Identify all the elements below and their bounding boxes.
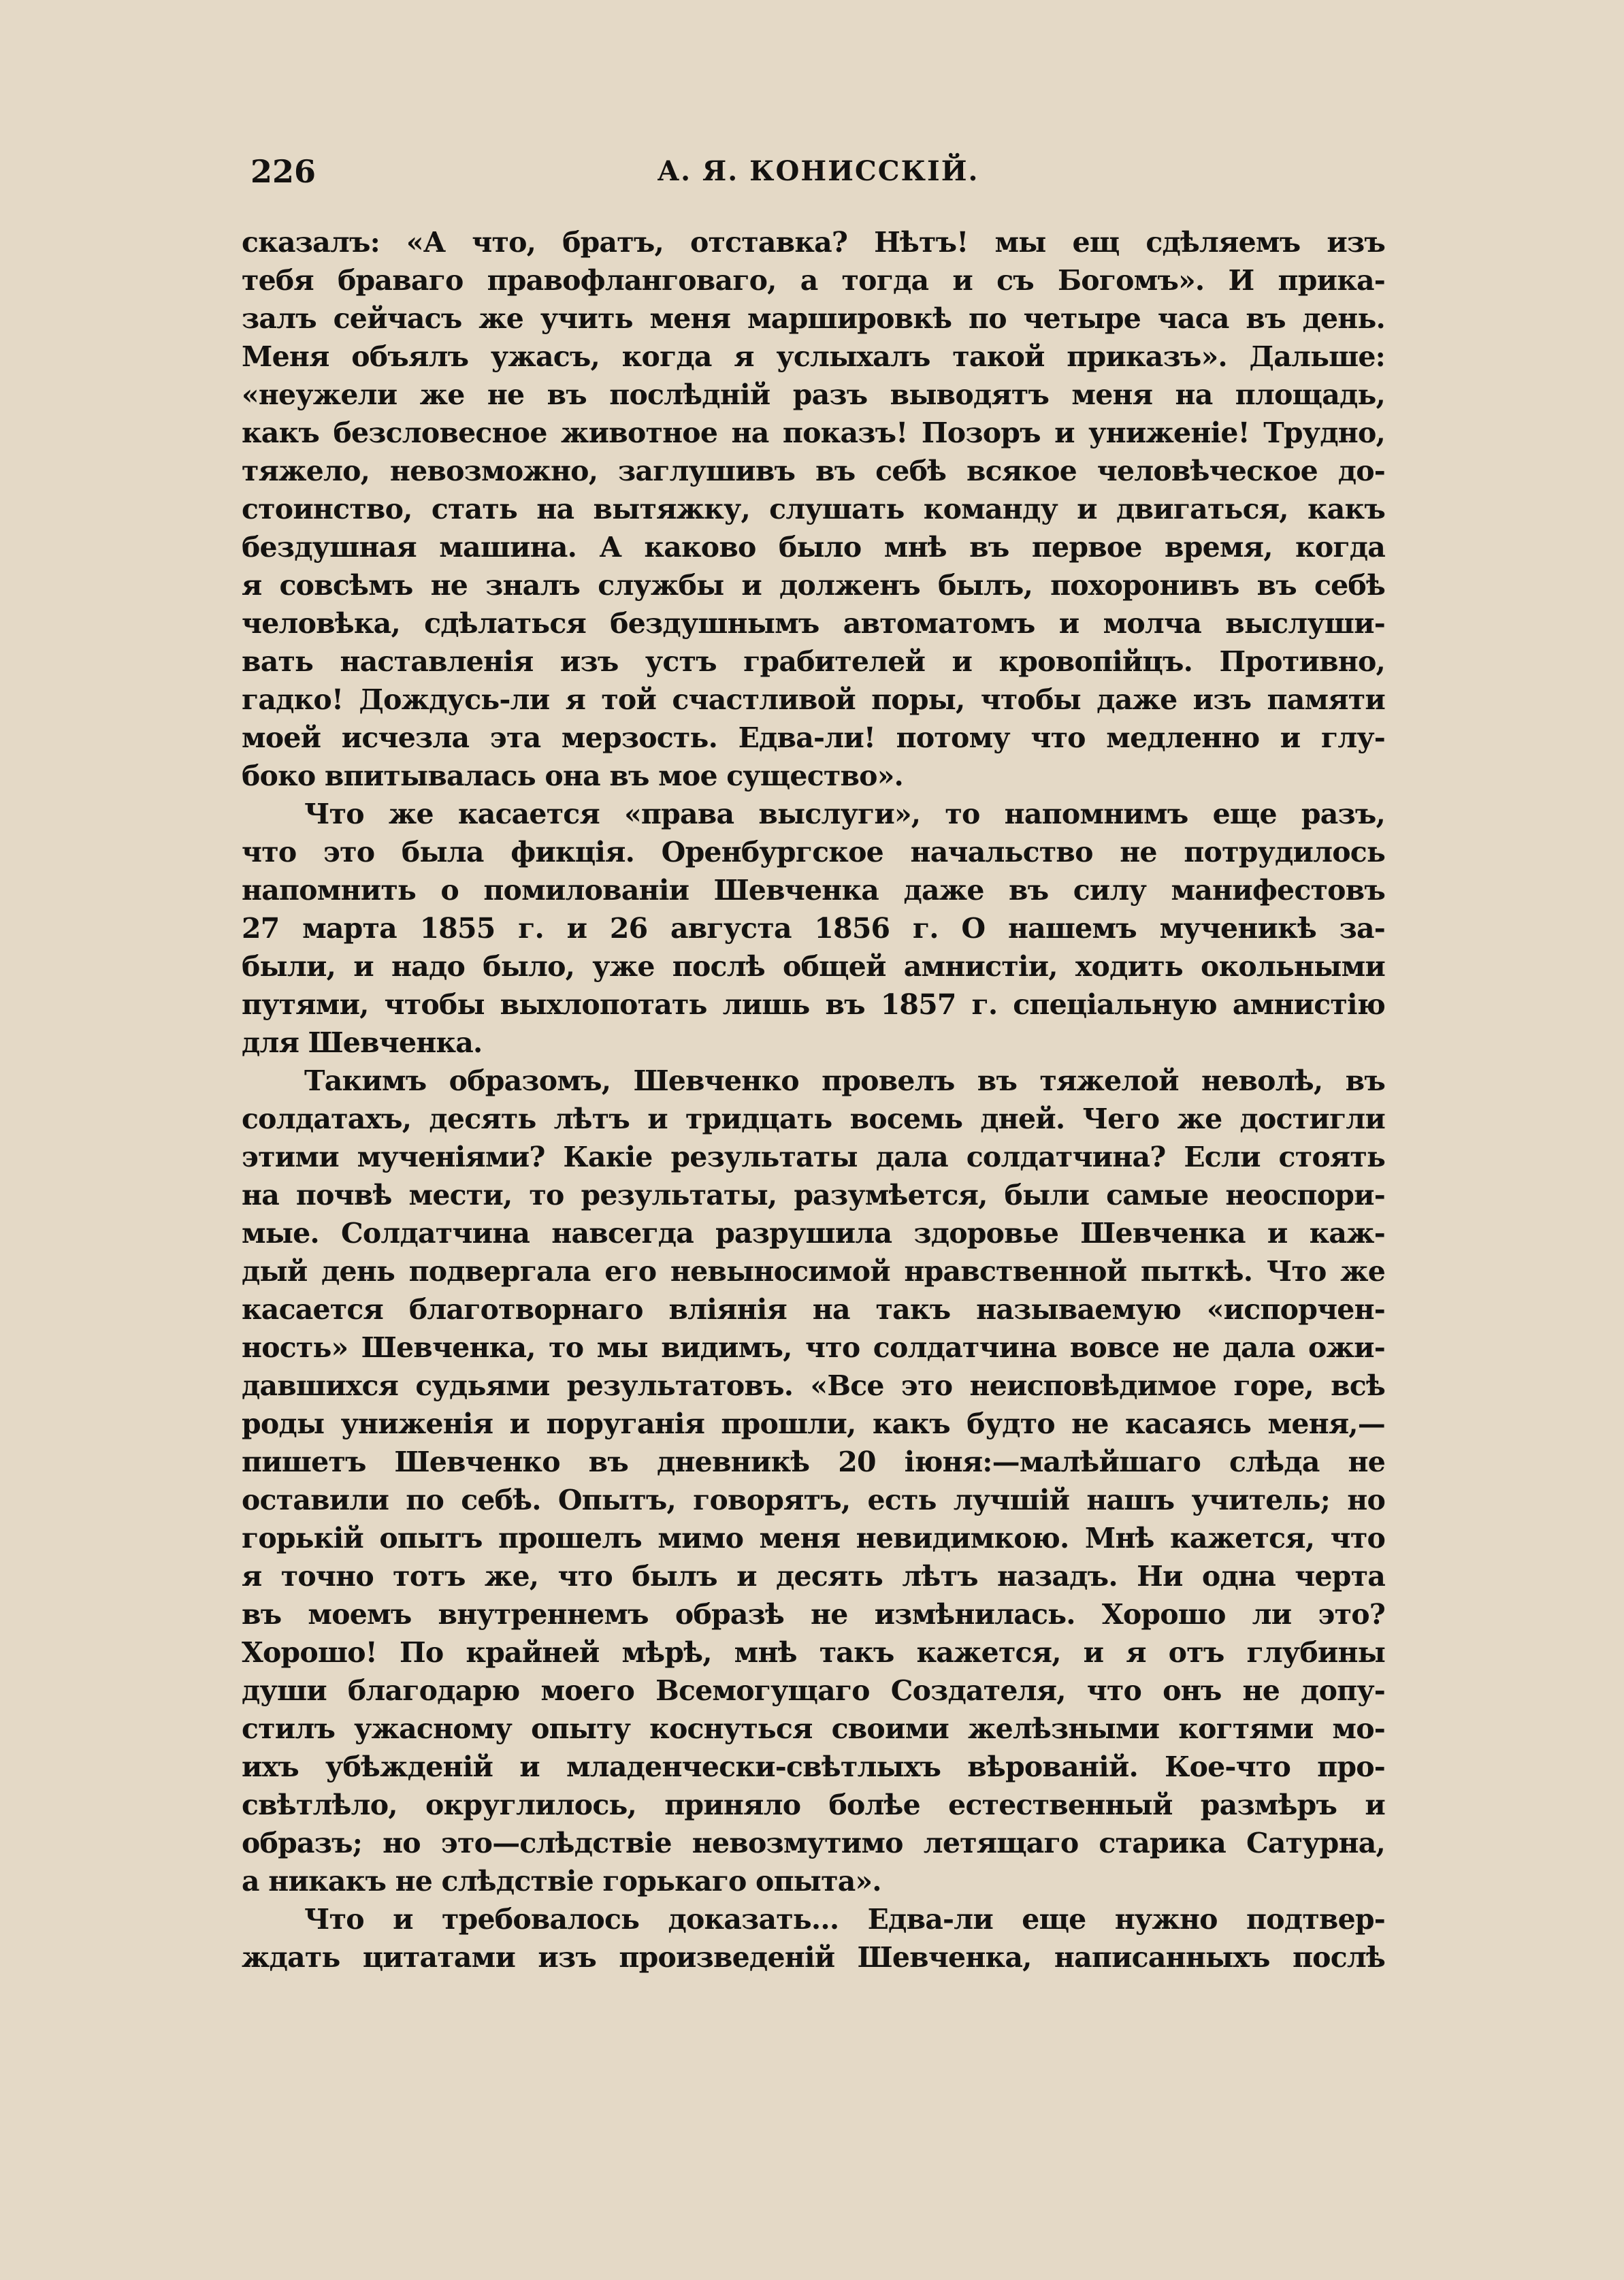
text-line: ждать цитатами изъ произведеній Шевченка, написанныхъ послѣ: [242, 1941, 1385, 1974]
text-line: сказалъ: «А что, братъ, отставка? Нѣтъ! мы ещ сдѣляемъ изъ: [242, 226, 1385, 259]
text-line: тяжело, невозможно, заглушивъ въ себѣ всякое человѣческое до-: [242, 455, 1385, 487]
text-line: Что и требовалось доказать... Едва-ли еще нужно подтвер-: [304, 1903, 1385, 1936]
text-line: были, и надо было, уже послѣ общей амнистіи, ходить окольными: [242, 950, 1385, 983]
text-line: для Шевченка.: [242, 1026, 483, 1059]
text-line: этими мученіями? Какіе результаты дала солдатчина? Если стоять: [242, 1141, 1385, 1173]
page-number: 226: [250, 153, 316, 190]
text-line: на почвѣ мести, то результаты, разумѣется, были самые неоспори-: [242, 1179, 1385, 1211]
text-line: роды униженія и поруганія прошли, какъ будто не касаясь меня,—: [242, 1407, 1385, 1440]
text-line: Меня объялъ ужасъ, когда я услыхалъ такой приказъ». Дальше:: [242, 340, 1385, 373]
text-line: «неужели же не въ послѣдній разъ выводятъ меня на площадь,: [242, 378, 1385, 411]
text-line: стоинство, стать на вытяжку, слушать команду и двигаться, какъ: [242, 493, 1385, 525]
text-line: боко впитывалась она въ мое существо».: [242, 760, 904, 792]
text-line: гадко! Дождусь-ли я той счастливой поры, чтобы даже изъ памяти: [242, 683, 1385, 716]
text-line: давшихся судьями результатовъ. «Все это неисповѣдимое горе, всѣ: [242, 1369, 1385, 1402]
text-line: Хорошо! По крайней мѣрѣ, мнѣ такъ кажется, и я отъ глубины: [242, 1636, 1385, 1669]
body-text: [242, 223, 1385, 1976]
text-line: моей исчезла эта мерзость. Едва-ли! потому что медленно и глу-: [242, 721, 1385, 754]
text-line: какъ безсловесное животное на показъ! Позоръ и униженіе! Трудно,: [242, 417, 1385, 449]
text-line: вать наставленія изъ устъ грабителей и кровопійцъ. Противно,: [242, 645, 1385, 678]
text-line: человѣка, сдѣлаться бездушнымъ автоматомъ и молча выслуши-: [242, 607, 1385, 640]
text-line: касается благотворнаго вліянія на такъ называемую «испорчен-: [242, 1293, 1385, 1326]
text-line: оставили по себѣ. Опытъ, говорятъ, есть лучшій нашъ учитель; но: [242, 1484, 1385, 1516]
text-line: Что же касается «права выслуги», то напомнимъ еще разъ,: [304, 798, 1385, 830]
text-line: образъ; но это—слѣдствіе невозмутимо летящаго старика Сатурна,: [242, 1827, 1385, 1859]
text-line: что это была фикція. Оренбургское начальство не потрудилось: [242, 836, 1385, 868]
text-line: горькій опытъ прошелъ мимо меня невидимкою. Мнѣ кажется, что: [242, 1522, 1385, 1554]
text-line: стилъ ужасному опыту коснуться своими желѣзными когтями мо-: [242, 1712, 1385, 1745]
text-line: души благодарю моего Всемогущаго Создателя, что онъ не допу-: [242, 1674, 1385, 1707]
text-line: Такимъ образомъ, Шевченко провелъ въ тяжелой неволѣ, въ: [304, 1064, 1385, 1097]
text-line: бездушная машина. А каково было мнѣ въ первое время, когда: [242, 531, 1385, 564]
text-line: путями, чтобы выхлопотать лишь въ 1857 г. спеціальную амнистію: [242, 988, 1385, 1021]
running-head: А. Я. КОНИССКІЙ.: [657, 155, 979, 187]
text-line: я совсѣмъ не зналъ службы и долженъ былъ, похоронивъ въ себѣ: [242, 569, 1385, 602]
text-line: я точно тотъ же, что былъ и десять лѣтъ назадъ. Ни одна черта: [242, 1560, 1385, 1593]
text-line: 27 марта 1855 г. и 26 августа 1856 г. О нашемъ мученикѣ за-: [242, 912, 1385, 945]
text-line: пишетъ Шевченко въ дневникѣ 20 іюня:—малѣйшаго слѣда не: [242, 1446, 1385, 1478]
text-line: солдатахъ, десять лѣтъ и тридцать восемь дней. Чего же достигли: [242, 1103, 1385, 1135]
text-line: мые. Солдатчина навсегда разрушила здоровье Шевченка и каж-: [242, 1217, 1385, 1250]
text-line: свѣтлѣло, округлилось, приняло болѣе естественный размѣръ и: [242, 1789, 1385, 1821]
text-line: дый день подвергала его невыносимой нравственной пыткѣ. Что же: [242, 1255, 1385, 1288]
text-line: тебя браваго правофланговаго, а тогда и съ Богомъ». И прика-: [242, 264, 1385, 297]
text-line: ность» Шевченка, то мы видимъ, что солдатчина вовсе не дала ожи-: [242, 1331, 1385, 1364]
text-line: залъ сейчасъ же учить меня маршировкѣ по четыре часа въ день.: [242, 302, 1385, 335]
text-line: напомнить о помилованіи Шевченка даже въ силу манифестовъ: [242, 874, 1385, 907]
page-header: [250, 151, 1386, 192]
text-line: въ моемъ внутреннемъ образѣ не измѣнилась. Хорошо ли это?: [242, 1598, 1385, 1631]
text-line: ихъ убѣжденій и младенчески-свѣтлыхъ вѣрованій. Кое-что про-: [242, 1750, 1385, 1783]
text-line: а никакъ не слѣдствіе горькаго опыта».: [242, 1865, 881, 1898]
